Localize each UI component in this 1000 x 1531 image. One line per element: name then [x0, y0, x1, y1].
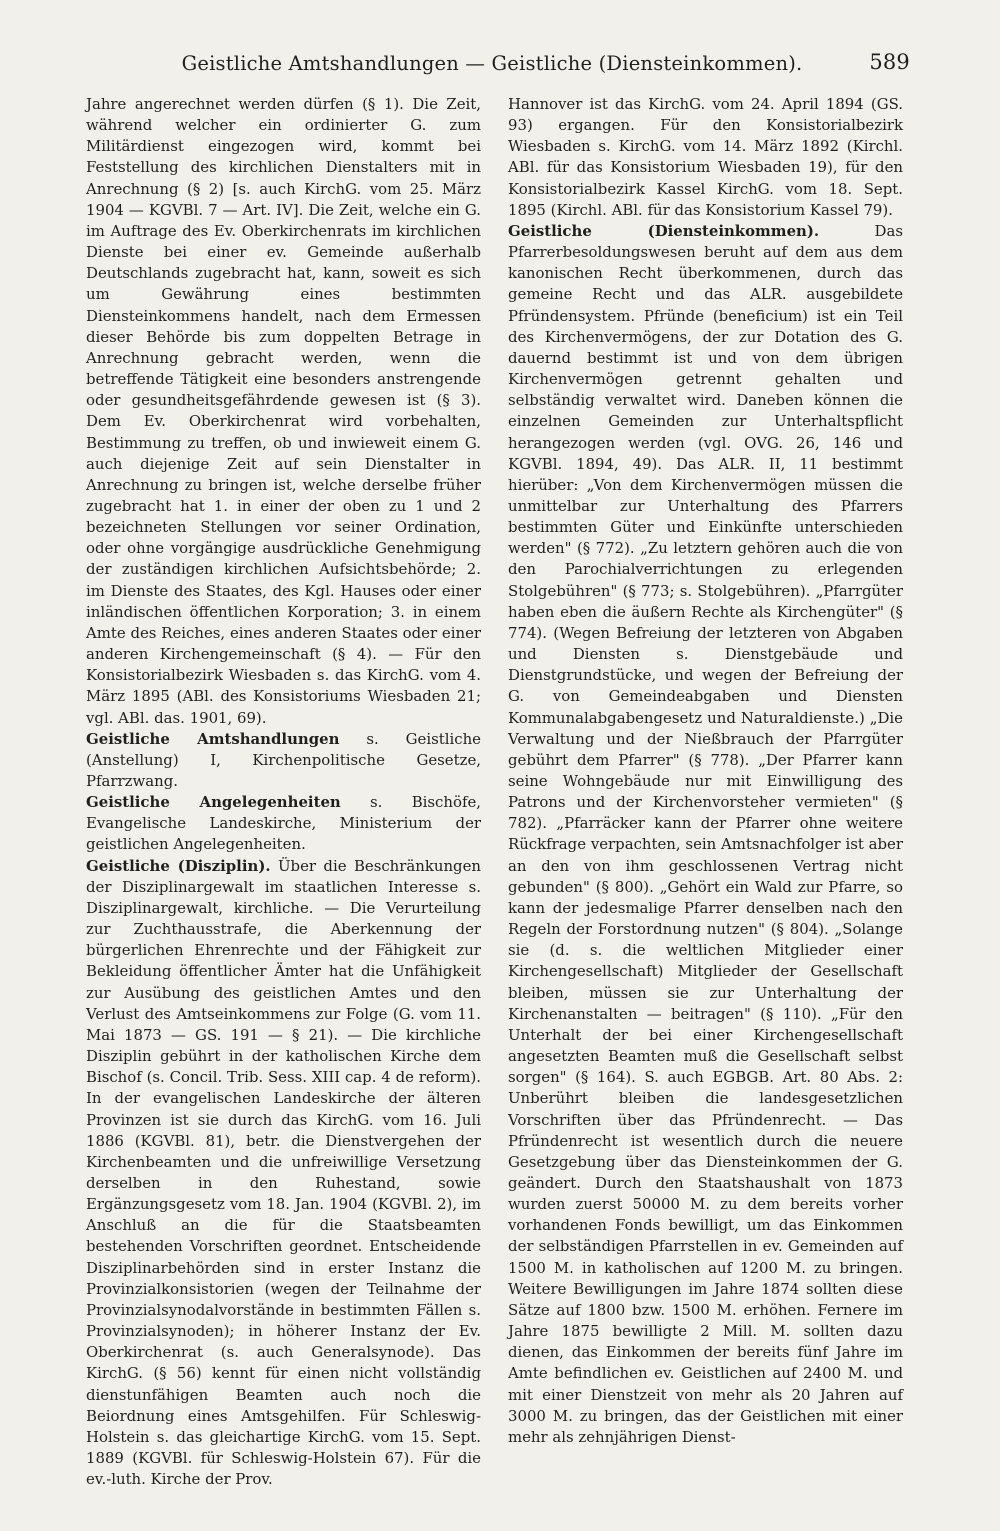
- paragraph: Jahre angerechnet werden dürfen (§ 1). Die Zeit, während welcher ein ordinierter G. zum Militärdienst eingezogen wird, kommt bei Feststellung des kirchlichen Dienstalters mit in Anrechnung (§ 2) [s. auch KirchG. vom 25. März 1904 — KGVBl. 7 — Art. IV]. Die Zeit, welche ein G. im Auftrage des Ev. Oberkirchenrats im kirchlichen Dienste bei einer ev. Gemeinde außerhalb Deutschlands zugebracht hat, kann, soweit es sich um Gewährung eines bestimmten Diensteinkommens handelt, nach dem Ermessen dieser Behörde bis zum doppelten Betrage in Anrechnung gebracht werden, wenn die betreffende Tätigkeit eine besonders anstrengende oder gesundheitsgefährdende gewesen ist (§ 3). Dem Ev. Oberkirchenrat wird vorbehalten, Bestimmung zu treffen, ob und inwieweit einem G. auch diejenige Zeit auf sein Dienstalter in Anrechnung zu bringen ist, welche derselbe früher zugebracht hat 1. in einer der oben zu 1 und 2 bezeichneten Stellungen vor seiner Ordination, oder ohne vorgängige ausdrückliche Genehmigung der zuständigen kirchlichen Aufsichtsbehörde; 2. im Dienste des Staates, des Kgl. Hauses oder einer inländischen öffentlichen Korporation; 3. in einem Amte des Reiches, eines anderen Staates oder einer anderen Kirchengemeinschaft (§ 4). — Für den Konsistorialbezirk Wiesbaden s. das KirchG. vom 4. März 1895 (ABl. des Konsistoriums Wiesbaden 21; vgl. ABl. das. 1901, 69).: [86, 95, 481, 727]
- entry-body: Das Pfarrerbesoldungswesen beruht auf dem aus dem kanonischen Recht überkommenen, durch das gemeine Recht und das ALR. ausgebildete Pfründensystem. Pfründe (beneficium) ist ein Teil des Kirchenvermögens, der zur Dotation des G. dauernd bestimmt ist und von dem übrigen Kirchenvermögen getrennt gehalten und selbständig verwaltet wird. Daneben können die einzelnen Gemeinden zur Unterhaltspflicht herangezogen werden (vgl. OVG. 26, 146 und KGVBl. 1894, 49). Das ALR. II, 11 bestimmt hierüber: „Von dem Kirchenvermögen müssen die unmittelbar zur Unterhaltung des Pfarrers bestimmten Güter und Einkünfte unterschieden werden" (§ 772). „Zu letztern gehören auch die von den Parochialverrichtungen zu erlegenden Stolgebühren" (§ 773; s. Stolgebühren). „Pfarrgüter haben eben die äußern Rechte als Kirchengüter" (§ 774). (Wegen Befreiung der letzteren von Abgaben und Diensten s. Dienstgebäude und Dienstgrundstücke, und wegen der Befreiung der G. von Gemeindeabgaben und Diensten Kommunalabgabengesetz und Naturaldienste.) „Die Verwaltung und der Nießbrauch der Pfarrgüter gebührt dem Pfarrer" (§ 778). „Der Pfarrer kann seine Wohngebäude nur mit Einwilligung des Patrons und der Kirchenvorsteher vermieten" (§ 782). „Pfarräcker kann der Pfarrer ohne weitere Rückfrage verpachten, sein Amtsnachfolger ist aber an den von ihm geschlossenen Vertrag nicht gebunden" (§ 800). „Gehört ein Wald zur Pfarre, so kann der jedesmalige Pfarrer denselben nach den Regeln der Forstordnung nutzen" (§ 804). „Solange sie (d. s. die weltlichen Mitglieder einer Kirchengesellschaft) Mitglieder der Gesellschaft bleiben, müssen sie zur Unterhaltung der Kirchenanstalten — beitragen" (§ 110). „Für den Unterhalt der bei einer Kirchengesellschaft angesetzten Beamten muß die Gesellschaft selbst sorgen" (§ 164). S. auch EGBGB. Art. 80 Abs. 2: Unberührt bleiben die landesgesetzlichen Vorschriften über das Pfründenrecht. — Das Pfründenrecht ist wesentlich durch die neuere Gesetzgebung über das Diensteinkommen der G. geändert. Durch den Staatshaushalt von 1873 wurden zuerst 50000 M. zu dem bereits vorher vorhandenen Fonds bewilligt, um das Einkommen der selbständigen Pfarrstellen in ev. Gemeinden auf 1500 M. in katholischen auf 1200 M. zu bringen. Weitere Bewilligungen im Jahre 1874 sollten diese Sätze auf 1800 bzw. 1500 M. erhöhen. Fernere im Jahre 1875 bewilligte 2 Mill. M. sollten dazu dienen, das Einkommen der bereits fünf Jahre im Amte befindlichen ev. Geistlichen auf 2400 M. und mit einer Dienstzeit von mehr als 20 Jahren auf 3000 M. zu bringen, das der Geistlichen mit einer mehr als zehnjährigen Dienst-: [508, 221, 903, 1446]
- right-column: [508, 94, 903, 1448]
- entry-headword: Geistliche (Diensteinkommen).: [508, 221, 820, 240]
- page-number: 589: [869, 50, 910, 74]
- entry-headword: Geistliche Angelegenheiten: [86, 793, 341, 812]
- dictionary-entry-amtshandlungen: [86, 729, 481, 792]
- entry-headword: Geistliche (Disziplin).: [86, 856, 271, 875]
- entry-body: Über die Beschränkungen der Disziplinargewalt im staatlichen Interesse s. Disziplinargewalt, kirchliche. — Die Verurteilung zur Zuchthausstrafe, die Aberkennung der bürgerlichen Ehrenrechte und der Fähigkeit zur Bekleidung öffentlicher Ämter hat die Unfähigkeit zur Ausübung des geistlichen Amtes und den Verlust des Amtseinkommens zur Folge (G. vom 11. Mai 1873 — GS. 191 — § 21). — Die kirchliche Disziplin gebührt in der katholischen Kirche dem Bischof (s. Concil. Trib. Sess. XIII cap. 4 de reform). In der evangelischen Landeskirche der älteren Provinzen ist sie durch das KirchG. vom 16. Juli 1886 (KGVBl. 81), betr. die Dienstvergehen der Kirchenbeamten und die unfreiwillige Versetzung derselben in den Ruhestand, sowie Ergänzungsgesetz vom 18. Jan. 1904 (KGVBl. 2), im Anschluß an die für die Staatsbeamten bestehenden Vorschriften geordnet. Entscheidende Disziplinarbehörden sind in erster Instanz die Provinzialkonsistorien (wegen der Teilnahme der Provinzialsynodalvorstände in bestimmten Fällen s. Provinzialsynoden); in höherer Instanz der Ev. Oberkirchenrat (s. auch Generalsynode). Das KirchG. (§ 56) kennt für einen nicht vollständig dienstunfähigen Beamten auch noch die Beiordnung eines Amtsgehilfen. Für Schleswig-Holstein s. das gleichartige KirchG. vom 15. Sept. 1889 (KGVBl. für Schleswig-Holstein 67). Für die ev.-luth. Kirche der Prov.: [86, 856, 481, 1489]
- dictionary-entry-diensteinkommen: [508, 221, 903, 1448]
- left-column: [86, 94, 481, 1490]
- entry-body: s. Bischöfe, Evangelische Landeskirche, Ministerium der geistlichen Angelegenheiten.: [86, 793, 481, 854]
- entry-body: s. Geistliche (Anstellung) I, Kirchenpolitische Gesetze, Pfarrzwang.: [86, 729, 481, 790]
- dictionary-entry-disziplin: [86, 856, 481, 1491]
- dictionary-entry-angelegenheiten: [86, 792, 481, 855]
- running-header-title: Geistliche Amtshandlungen — Geistliche (Diensteinkommen).: [181, 51, 803, 75]
- running-header: [84, 46, 910, 80]
- entry-headword: Geistliche Amtshandlungen: [86, 729, 340, 748]
- paragraph: Hannover ist das KirchG. vom 24. April 1894 (GS. 93) ergangen. Für den Konsistorialbezirk Wiesbaden s. KirchG. vom 14. März 1892 (Kirchl. ABl. für das Konsistorium Wiesbaden 19), für den Konsistorialbezirk Kassel KirchG. vom 18. Sept. 1895 (Kirchl. ABl. für das Konsistorium Kassel 79).: [508, 95, 903, 219]
